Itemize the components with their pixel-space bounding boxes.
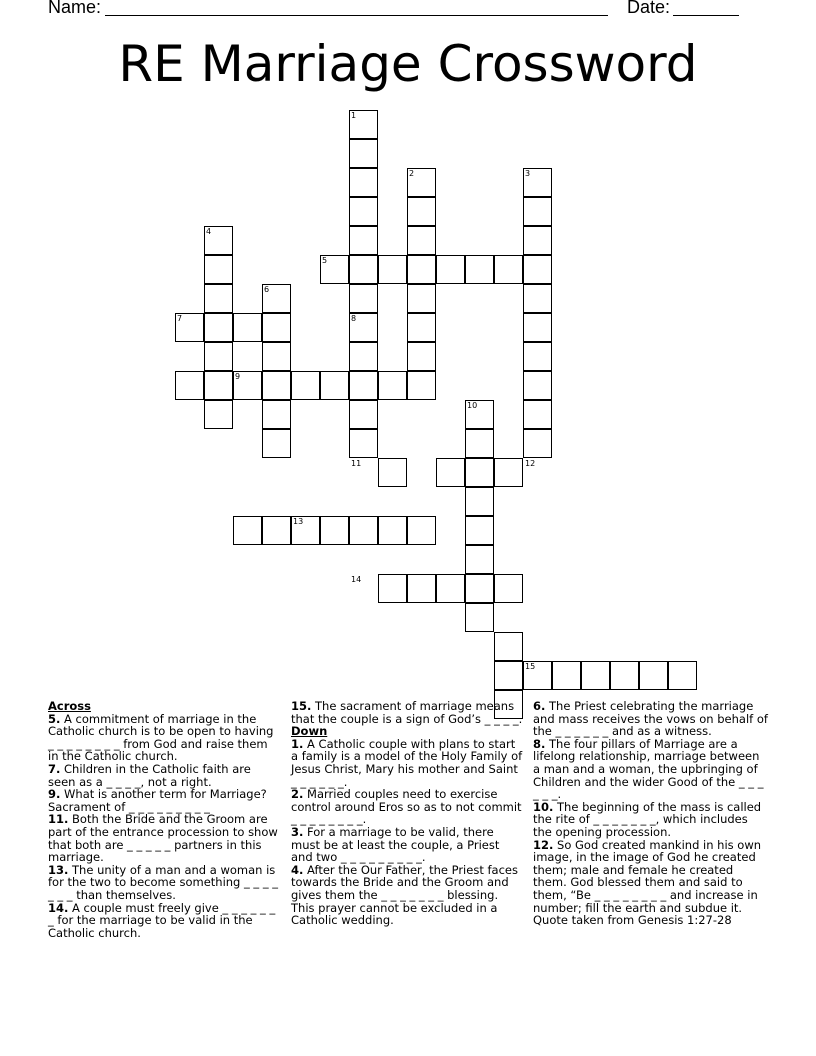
- grid-cell[interactable]: [494, 632, 523, 661]
- grid-cell[interactable]: [465, 574, 494, 603]
- grid-cell[interactable]: [668, 661, 697, 690]
- clue-text: The beginning of the mass is called the rite of _ _ _ _ _ _ _, which includes the opening procession.: [533, 799, 762, 839]
- grid-cell[interactable]: [204, 400, 233, 429]
- clue-number: 4.: [291, 862, 304, 877]
- grid-cell[interactable]: [378, 458, 407, 487]
- clue-text: What is another term for Marriage? Sacrament of _ _ _ _ _ _ _ _ _: [48, 787, 267, 814]
- clue-across-13: [48, 864, 280, 902]
- clue-across-15: [291, 700, 524, 725]
- grid-cell[interactable]: [523, 371, 552, 400]
- grid-cell[interactable]: [610, 661, 639, 690]
- clue-text: So God created mankind in his own image, in the image of God he created them; male and female he created them. God blessed them and said to them, “Be _ _ _ _ _ _ _ _ and increase in number; fill the earth and subdue it. Quote taken from Genesis 1:27-28: [533, 837, 762, 928]
- grid-cell[interactable]: [639, 661, 668, 690]
- grid-cell[interactable]: [494, 661, 523, 690]
- clue-text: Married couples need to exercise control around Eros so as to not commit _ _ _ _ _ _ _ _.: [291, 787, 522, 827]
- grid-cell[interactable]: [407, 342, 436, 371]
- grid-cell[interactable]: [436, 458, 465, 487]
- grid-cell[interactable]: [349, 197, 378, 226]
- grid-cell[interactable]: [436, 574, 465, 603]
- grid-cell[interactable]: [204, 371, 233, 400]
- clue-text: Both the Bride and the Groom are part of the entrance procession to show that both are _ _ _ _ _ partners in this marriage.: [48, 812, 278, 865]
- clue-number: 6.: [533, 699, 546, 713]
- clue-across-5: [48, 713, 280, 763]
- grid-cell[interactable]: [291, 371, 320, 400]
- clues-column-2: [291, 700, 524, 927]
- grid-cell[interactable]: [262, 313, 291, 342]
- grid-cell[interactable]: [349, 429, 378, 458]
- clues-column-1: [48, 700, 280, 939]
- clue-down-12: [533, 839, 769, 927]
- grid-cell[interactable]: [320, 516, 349, 545]
- grid-cell[interactable]: [407, 284, 436, 313]
- grid-cell[interactable]: [262, 371, 291, 400]
- clue-number-label: 14: [351, 575, 362, 584]
- clue-down-10: [533, 801, 769, 839]
- grid-cell[interactable]: [349, 255, 378, 284]
- clue-number-label: 9: [235, 372, 241, 381]
- grid-cell[interactable]: [349, 226, 378, 255]
- down-heading: Down: [291, 724, 328, 739]
- clue-across-9: [48, 788, 280, 813]
- grid-cell[interactable]: [523, 400, 552, 429]
- clue-number-label: 7: [177, 314, 183, 323]
- clue-number-label: 15: [525, 662, 536, 671]
- grid-cell[interactable]: [378, 574, 407, 603]
- clue-text: A Catholic couple with plans to start a family is a model of the Holy Family of Jesus Christ, Mary his mother and Saint _ _ _ _ _ _.: [291, 736, 523, 789]
- grid-cell[interactable]: [523, 226, 552, 255]
- grid-cell[interactable]: [349, 168, 378, 197]
- grid-cell[interactable]: [494, 458, 523, 487]
- grid-cell[interactable]: [262, 429, 291, 458]
- grid-cell[interactable]: [494, 574, 523, 603]
- grid-cell[interactable]: [436, 255, 465, 284]
- grid-cell[interactable]: [465, 516, 494, 545]
- grid-cell[interactable]: [407, 226, 436, 255]
- clue-number-label: 11: [351, 459, 362, 468]
- clue-number-label: 2: [409, 169, 415, 178]
- grid-cell[interactable]: [378, 371, 407, 400]
- clue-number: 3.: [291, 824, 304, 839]
- clue-down-2: [291, 788, 524, 826]
- grid-cell[interactable]: [407, 516, 436, 545]
- grid-cell[interactable]: [552, 661, 581, 690]
- clue-number-label: 3: [525, 169, 531, 178]
- grid-cell[interactable]: [349, 342, 378, 371]
- grid-cell[interactable]: [349, 371, 378, 400]
- grid-cell[interactable]: [349, 400, 378, 429]
- grid-cell[interactable]: [349, 516, 378, 545]
- clue-number-label: 8: [351, 314, 357, 323]
- clue-across-14: [48, 902, 280, 940]
- grid-cell[interactable]: [407, 197, 436, 226]
- grid-cell[interactable]: [175, 371, 204, 400]
- clue-number-label: 13: [293, 517, 304, 526]
- clue-down-8: [533, 738, 769, 801]
- clue-text: For a marriage to be valid, there must be at least the couple, a Priest and two _ _ _ _ _ _ _ _ _.: [291, 824, 500, 865]
- clue-number: 9.: [48, 787, 61, 802]
- grid-cell[interactable]: [465, 545, 494, 574]
- grid-cell[interactable]: [378, 516, 407, 545]
- grid-cell[interactable]: [465, 255, 494, 284]
- clue-number-label: 1: [351, 111, 357, 120]
- grid-cell[interactable]: [581, 661, 610, 690]
- page-title: RE Marriage Crossword: [118, 35, 698, 93]
- clue-text: A commitment of marriage in the Catholic church is to be open to having _ _ _ _ _ _ _ _ from God and raise them in the Catholic church.: [48, 711, 274, 764]
- grid-cell[interactable]: [233, 516, 262, 545]
- grid-cell[interactable]: [204, 342, 233, 371]
- clue-number-label: 10: [467, 401, 478, 410]
- grid-cell[interactable]: [407, 255, 436, 284]
- grid-cell[interactable]: [523, 197, 552, 226]
- grid-cell[interactable]: [204, 255, 233, 284]
- grid-cell[interactable]: [204, 313, 233, 342]
- grid-cell[interactable]: [320, 371, 349, 400]
- clue-down-4: [291, 864, 524, 927]
- grid-cell[interactable]: [407, 371, 436, 400]
- grid-cell[interactable]: [465, 487, 494, 516]
- clue-number-label: 4: [206, 227, 212, 236]
- clue-number: 1.: [291, 736, 304, 751]
- clue-text: The unity of a man and a woman is for the two to become something _ _ _ _ _ _ _ than themselves.: [48, 862, 278, 902]
- clue-number: 14.: [48, 900, 69, 915]
- clue-number: 11.: [48, 812, 69, 827]
- grid-cell[interactable]: [465, 429, 494, 458]
- clue-number-label: 5: [322, 256, 328, 265]
- clue-text: After the Our Father, the Priest faces towards the Bride and the Groom and gives them the _ _ _ _ _ _ _ blessing. This prayer cannot be excluded in a Catholic wedding.: [291, 862, 518, 928]
- grid-cell[interactable]: [233, 313, 262, 342]
- grid-cell[interactable]: [523, 284, 552, 313]
- grid-cell[interactable]: [262, 400, 291, 429]
- clue-number: 5.: [48, 711, 61, 726]
- grid-cell[interactable]: [407, 574, 436, 603]
- clue-text: A couple must freely give _ _ _ _ _ _ _ for the marriage to be valid in the Catholic church.: [48, 900, 276, 940]
- clue-down-6: [533, 700, 769, 738]
- clue-text: The four pillars of Marriage are a lifelong relationship, marriage between a man and a woman, the upbringing of Children and the wider Good of the _ _ _ _ _ _.: [533, 736, 764, 802]
- name-label: Name:: [48, 0, 102, 17]
- grid-cell[interactable]: [407, 313, 436, 342]
- clue-number: 13.: [48, 862, 69, 877]
- clue-number: 2.: [291, 787, 304, 802]
- across-heading: Across: [48, 699, 91, 713]
- clue-across-11: [48, 813, 280, 863]
- clue-number: 15.: [291, 699, 312, 713]
- grid-cell[interactable]: [523, 342, 552, 371]
- grid-cell[interactable]: [494, 255, 523, 284]
- grid-cell[interactable]: [465, 458, 494, 487]
- grid-cell[interactable]: [262, 516, 291, 545]
- clues-column-3: [533, 700, 769, 927]
- clue-number: 7.: [48, 761, 61, 776]
- date-label: Date:: [627, 0, 671, 17]
- clue-down-1: [291, 738, 524, 788]
- grid-cell[interactable]: [349, 284, 378, 313]
- grid-cell[interactable]: [349, 139, 378, 168]
- grid-cell[interactable]: [204, 284, 233, 313]
- clue-number: 10.: [533, 799, 554, 814]
- clue-text: The Priest celebrating the marriage and mass receives the vows on behalf of the _ _ _ _ _ _ and as a witness.: [533, 699, 768, 739]
- clue-number: 12.: [533, 837, 554, 852]
- grid-cell[interactable]: [523, 255, 552, 284]
- clue-number-label: 6: [264, 285, 270, 294]
- clue-number-label: 12: [525, 459, 536, 468]
- clue-text: Children in the Catholic faith are seen as a _ _ _ _, not a right.: [48, 761, 251, 789]
- grid-cell[interactable]: [262, 342, 291, 371]
- clue-down-3: [291, 826, 524, 864]
- grid-cell[interactable]: [465, 603, 494, 632]
- grid-cell[interactable]: [378, 255, 407, 284]
- grid-cell[interactable]: [523, 313, 552, 342]
- clue-text: The sacrament of marriage means that the couple is a sign of God’s _ _ _ _.: [291, 699, 523, 726]
- clue-across-7: [48, 763, 280, 788]
- clue-number: 8.: [533, 736, 546, 751]
- grid-cell[interactable]: [523, 429, 552, 458]
